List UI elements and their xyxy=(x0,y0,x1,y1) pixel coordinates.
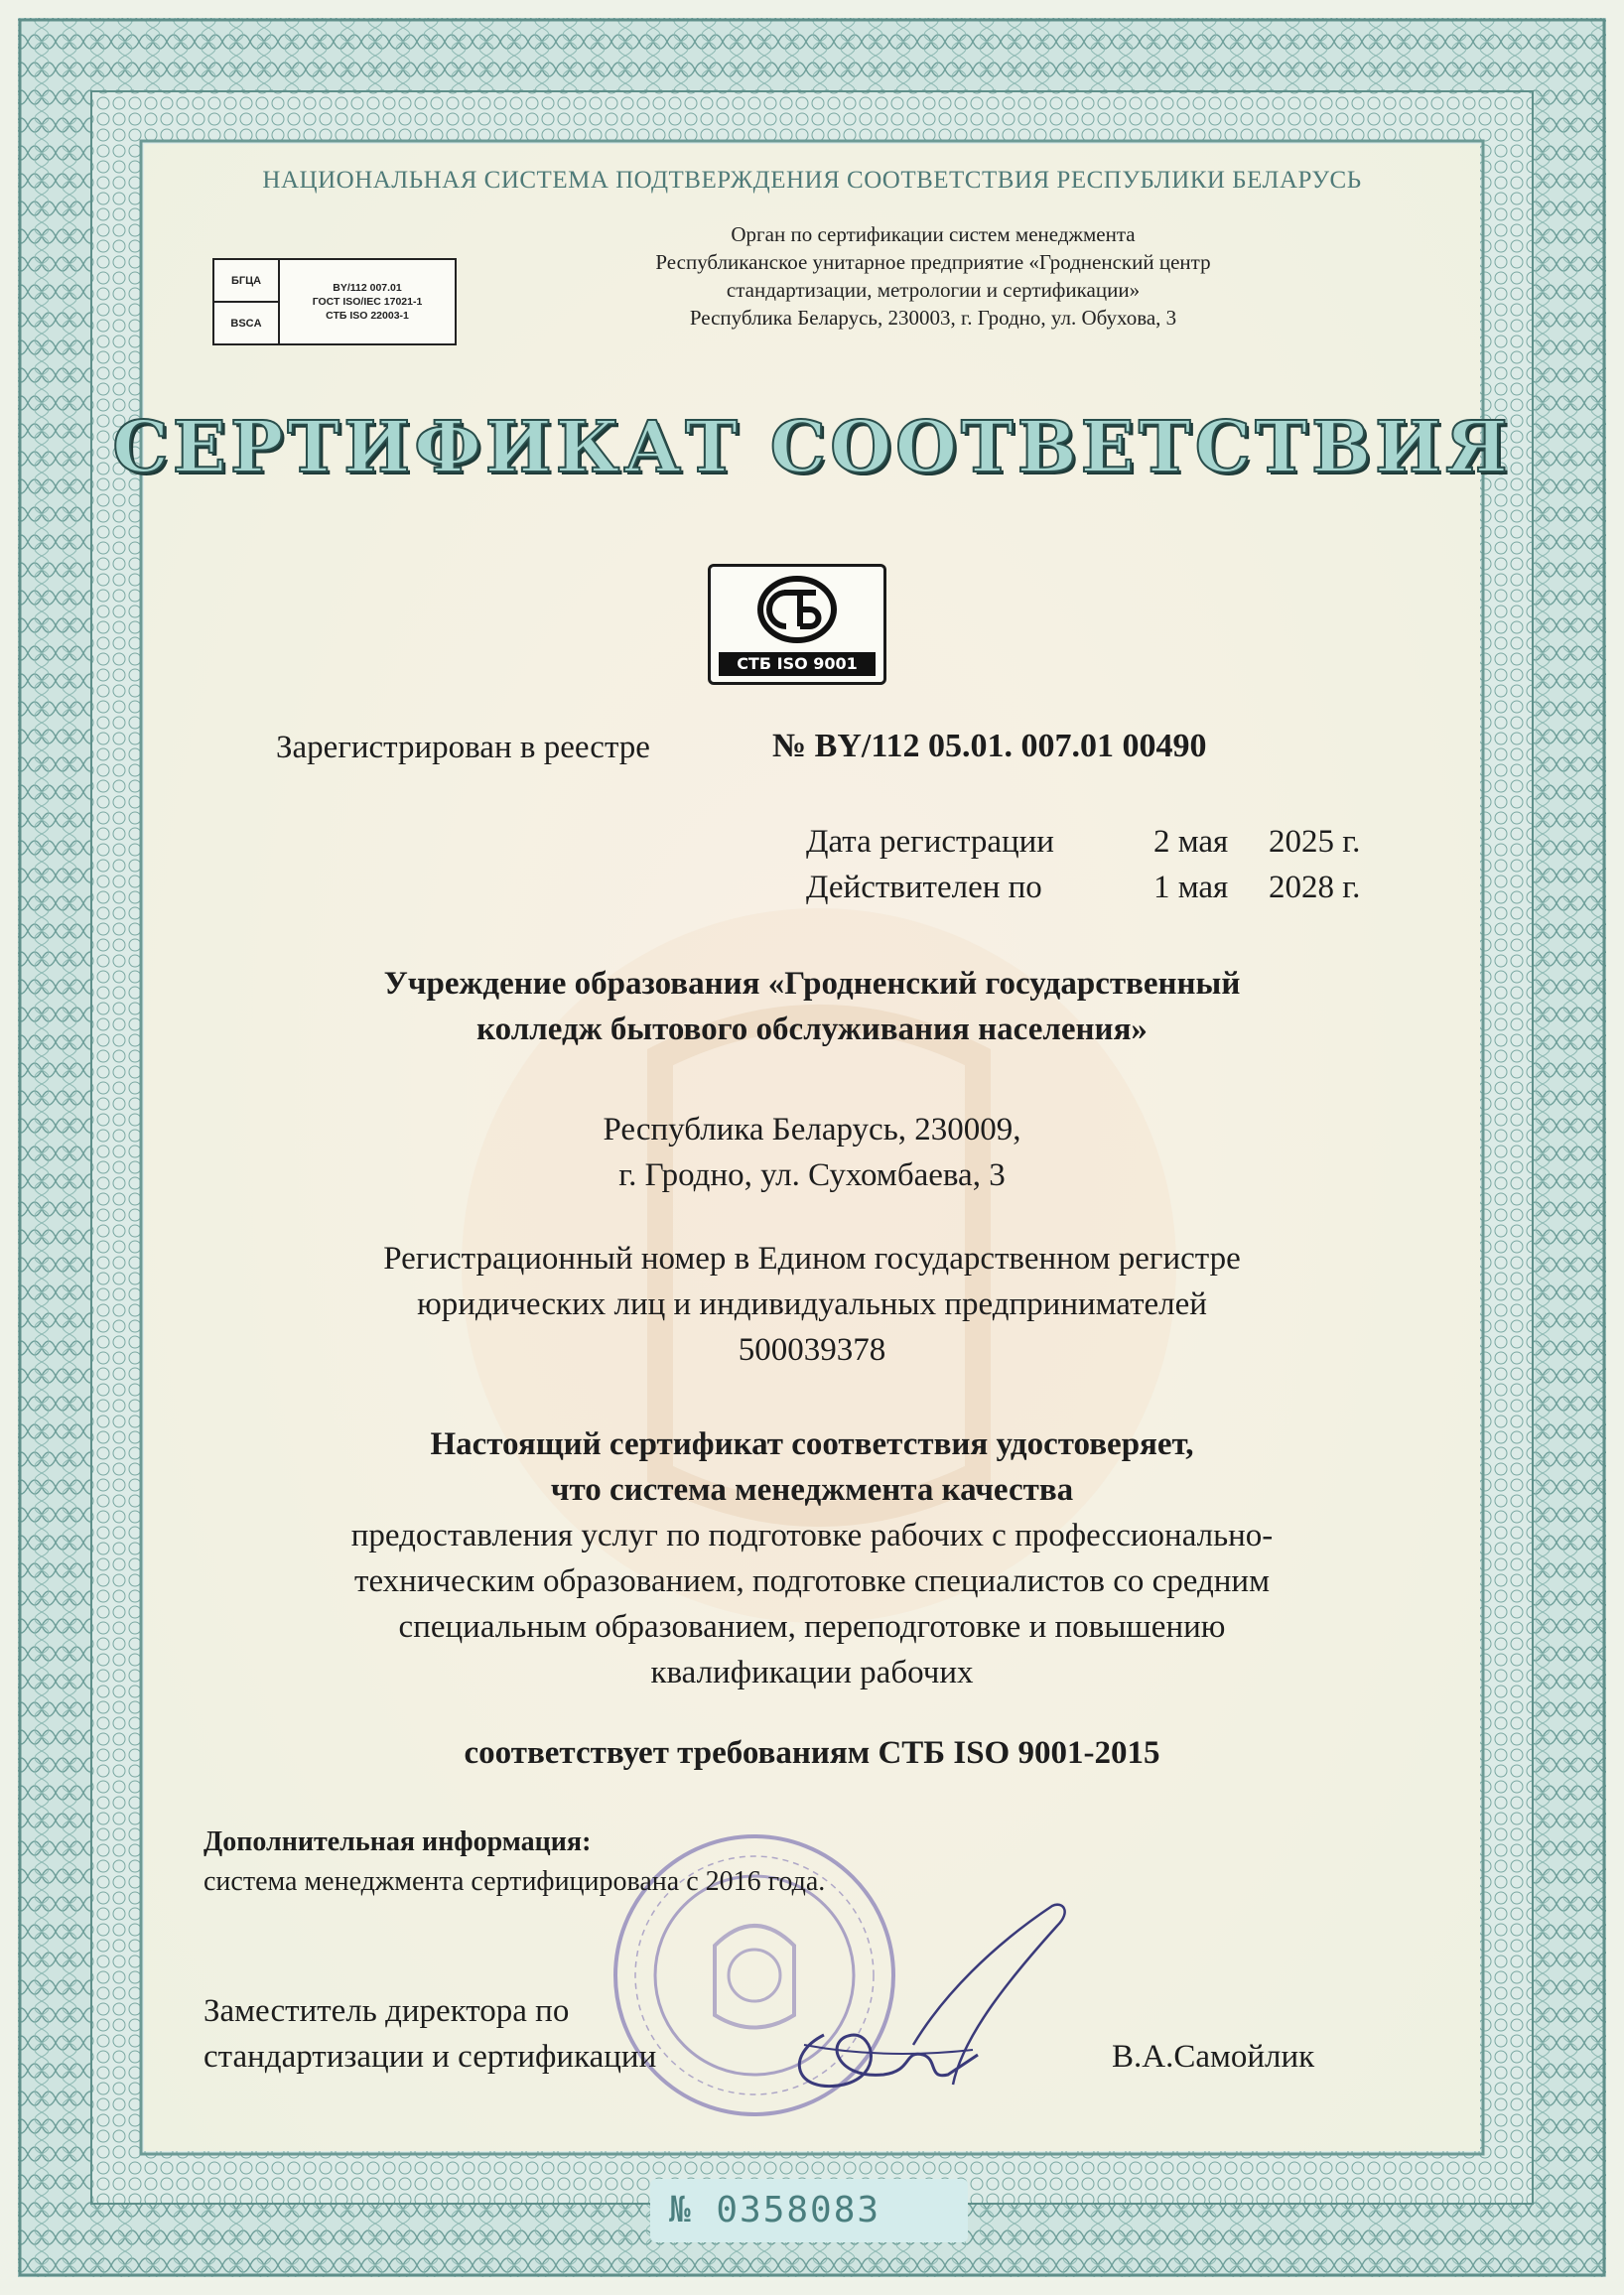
scope-line-3: специальным образованием, переподготовке и повышению xyxy=(398,1609,1226,1645)
conformity-mark xyxy=(708,564,886,685)
valid-year: 2028 г. xyxy=(1269,870,1361,905)
stb-logo-icon xyxy=(756,575,838,644)
certificate-title: СЕРТИФИКАТ СООТВЕТСТВИЯ xyxy=(112,405,1512,488)
accreditation-line: BY/112 007.01 xyxy=(333,282,402,294)
agency-header: НАЦИОНАЛЬНАЯ СИСТЕМА ПОДТВЕРЖДЕНИЯ СООТВЕТСТВИЯ РЕСПУБЛИКИ БЕЛАРУСЬ xyxy=(262,167,1362,194)
holder-name-line-2: колледж бытового обслуживания населения» xyxy=(476,1012,1148,1047)
valid-label: Действителен по xyxy=(806,870,1042,905)
cert-body-line: Республика Беларусь, 230003, г. Гродно, ул. Обухова, 3 xyxy=(689,306,1177,330)
accreditation-line: ГОСТ ISO/IEC 17021-1 xyxy=(312,296,423,308)
accreditation-abbr-en: BSCA xyxy=(230,317,262,330)
valid-day: 1 мая xyxy=(1153,870,1229,905)
accreditation-mark xyxy=(212,258,457,345)
serial-number: № 0358083 xyxy=(669,2190,881,2230)
additional-heading: Дополнительная информация: xyxy=(203,1826,592,1857)
reg-date-year: 2025 г. xyxy=(1269,824,1361,860)
signatory-position-line-1: Заместитель директора по xyxy=(203,1993,570,2029)
accreditation-line: СТБ ISO 22003-1 xyxy=(326,310,409,322)
statement-line-1: Настоящий сертификат соответствия удостоверяет, xyxy=(430,1426,1194,1462)
signatory-position-line-2: стандартизации и сертификации xyxy=(203,2039,657,2075)
cert-body-line: Орган по сертификации систем менеджмента xyxy=(731,222,1136,246)
unp-number: 500039378 xyxy=(738,1332,886,1368)
certification-body xyxy=(556,220,1310,332)
holder-address-line-2: г. Гродно, ул. Сухомбаева, 3 xyxy=(618,1157,1006,1193)
conformity-mark-label: СТБ ISO 9001 xyxy=(719,652,876,676)
registry-label: Зарегистрирован в реестре xyxy=(276,730,650,765)
cert-body-line: стандартизации, метрологии и сертификации» xyxy=(726,278,1141,302)
holder-name-line-1: Учреждение образования «Гродненский государственный xyxy=(383,966,1241,1002)
conformance-statement: соответствует требованиям СТБ ISO 9001-2015 xyxy=(464,1735,1160,1771)
scope-line-2: техническим образованием, подготовке специалистов со средним xyxy=(354,1563,1270,1599)
reg-date-day: 2 мая xyxy=(1153,824,1229,860)
holder-address-line-1: Республика Беларусь, 230009, xyxy=(603,1112,1021,1148)
scope-line-1: предоставления услуг по подготовке рабочих с профессионально- xyxy=(350,1518,1274,1553)
registry-number: № BY/112 05.01. 007.01 00490 xyxy=(772,728,1207,764)
cert-body-line: Республиканское унитарное предприятие «Гродненский центр xyxy=(655,250,1211,274)
reg-text-line-1: Регистрационный номер в Едином государственном регистре xyxy=(383,1241,1241,1277)
accreditation-abbr-ru: БГЦА xyxy=(214,260,278,303)
additional-text: система менеджмента сертифицирована с 2016 года. xyxy=(203,1866,826,1897)
handwritten-signature xyxy=(764,1886,1122,2114)
signatory-name: В.А.Самойлик xyxy=(1112,2039,1315,2075)
statement-line-2: что система менеджмента качества xyxy=(550,1472,1074,1508)
reg-date-label: Дата регистрации xyxy=(806,824,1054,860)
reg-text-line-2: юридических лиц и индивидуальных предпринимателей xyxy=(417,1286,1207,1322)
scope-line-4: квалификации рабочих xyxy=(650,1655,974,1690)
